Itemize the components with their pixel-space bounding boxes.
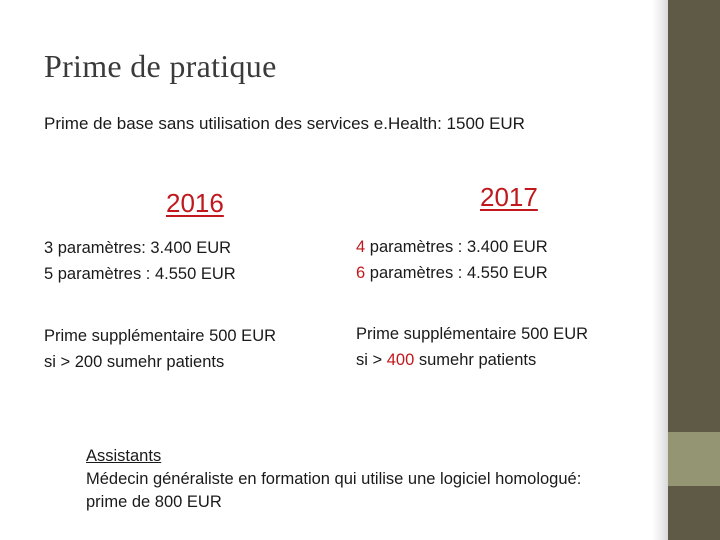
assistants-line2: prime de 800 EUR [86, 493, 222, 511]
bonus-2017 [356, 321, 588, 373]
params-2017-line1-text: paramètres : 3.400 EUR [365, 238, 548, 256]
assistants-heading: Assistants [86, 447, 162, 465]
decorative-sidebar-accent [668, 432, 720, 486]
bonus-2017-line2-pre: si > [356, 351, 387, 369]
bonus-2017-line2-post: sumehr patients [414, 351, 537, 369]
params-2016-line2: 5 paramètres : 4.550 EUR [44, 265, 236, 283]
params-2017-line2-text: paramètres : 4.550 EUR [365, 264, 548, 282]
bonus-2016-line1: Prime supplémentaire 500 EUR [44, 327, 277, 345]
params-2016-line1: 3 paramètres: 3.400 EUR [44, 239, 232, 257]
year-2017-heading: 2017 [480, 182, 538, 212]
params-2017-count1: 4 [356, 238, 366, 256]
bonus-2017-threshold: 400 [386, 351, 415, 369]
bonus-2016-line2: si > 200 sumehr patients [44, 353, 225, 371]
bonus-2016 [44, 323, 276, 375]
bonus-2017-line2 [356, 347, 588, 373]
bonus-2017-line1: Prime supplémentaire 500 EUR [356, 325, 589, 343]
slide-subtitle: Prime de base sans utilisation des services e.Health: 1500 EUR [44, 114, 525, 133]
params-2017-line2 [356, 260, 548, 286]
params-2016 [44, 235, 236, 287]
slide-title: Prime de pratique [44, 48, 277, 84]
params-2017-line1 [356, 234, 548, 260]
params-2017-count2: 6 [356, 264, 366, 282]
assistants-line1: Médecin généraliste en formation qui utilise une logiciel homologué: [86, 470, 582, 488]
params-2017 [356, 234, 548, 286]
year-2016-heading: 2016 [166, 188, 224, 218]
assistants-section [86, 445, 581, 514]
slide-edge-shadow [652, 0, 668, 540]
